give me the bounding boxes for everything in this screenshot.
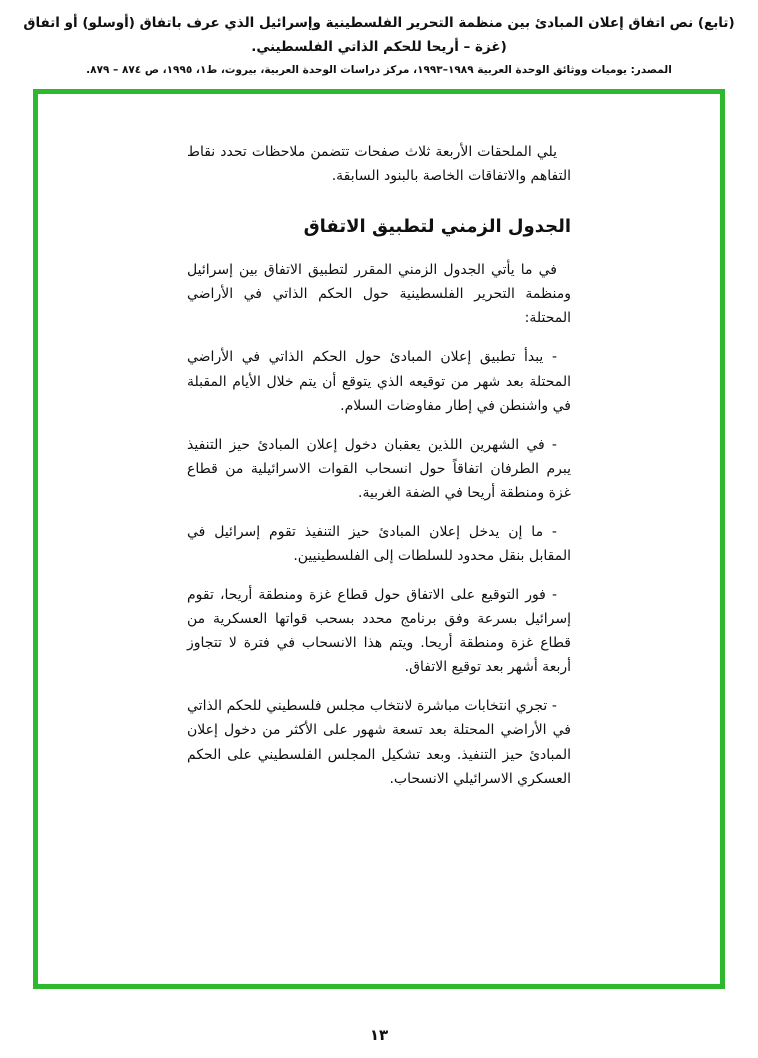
document-title: (تابع) نص اتفاق إعلان المبادئ بين منظمة التحرير الفلسطينية وإسرائيل الذي عرف باتفاق (أوسلو) أو اتفاق (غزة – أريحا للحكم الذاتي الفلسطيني. bbox=[23, 15, 735, 55]
intro-paragraph: يلي الملحقات الأربعة ثلاث صفحات تتضمن ملاحظات تحدد نقاط التفاهم والاتفاقات الخاصة بالبنود السابقة. bbox=[187, 144, 571, 185]
list-item: - فور التوقيع على الاتفاق حول قطاع غزة ومنطقة أريحا، تقوم إسرائيل بسرعة وفق برنامج محدد بسحب قواتها العسكرية من قطاع غزة ومنطقة أريحا. ويتم هذا الانسحاب في فترة لا تتجاوز أربعة أشهر بعد توقيع الاتفاق. bbox=[187, 587, 571, 676]
list-item: - يبدأ تطبيق إعلان المبادئ حول الحكم الذاتي في الأراضي المحتلة بعد شهر من توقيعه الذي يتوقع أن يتم خلال الأيام المقبلة في واشنطن في إطار مفاوضات السلام. bbox=[187, 349, 571, 414]
list-item: - تجري انتخابات مباشرة لانتخاب مجلس فلسطيني للحكم الذاتي في الأراضي المحتلة بعد تسعة شهور على الأكثر من دخول إعلان المبادئ حيز التنفيذ. وبعد تشكيل المجلس الفلسطيني على الحكم العسكري الاسرائيلي الانسحاب. bbox=[187, 698, 571, 787]
document-header bbox=[0, 0, 758, 80]
source-citation: المصدر: يوميات ووثائق الوحدة العربية ١٩٨٩–١٩٩٣، مركز دراسات الوحدة العربية، بيروت، ط١، ١٩٩٥، ص ٨٧٤ – ٨٧٩. bbox=[86, 64, 672, 77]
section-title: الجدول الزمني لتطبيق الاتفاق bbox=[303, 216, 571, 238]
page-frame bbox=[33, 89, 725, 989]
lead-paragraph: في ما يأتي الجدول الزمني المقرر لتطبيق الاتفاق بين إسرائيل ومنظمة التحرير الفلسطينية حول الحكم الذاتي في الأراضي المحتلة: bbox=[187, 262, 571, 327]
list-item: - في الشهرين اللذين يعقبان دخول إعلان المبادئ حيز التنفيذ يبرم الطرفان اتفاقاً حول انسحاب القوات الاسرائيلية من قطاع غزة ومنطقة أريحا في الضفة الغربية. bbox=[187, 436, 571, 501]
page-number: ١٣ bbox=[369, 1026, 389, 1044]
text-column bbox=[187, 140, 571, 791]
list-item: - ما إن يدخل إعلان المبادئ حيز التنفيذ تقوم إسرائيل في المقابل بنقل محدود للسلطات إلى الفلسطينيين. bbox=[187, 523, 571, 564]
